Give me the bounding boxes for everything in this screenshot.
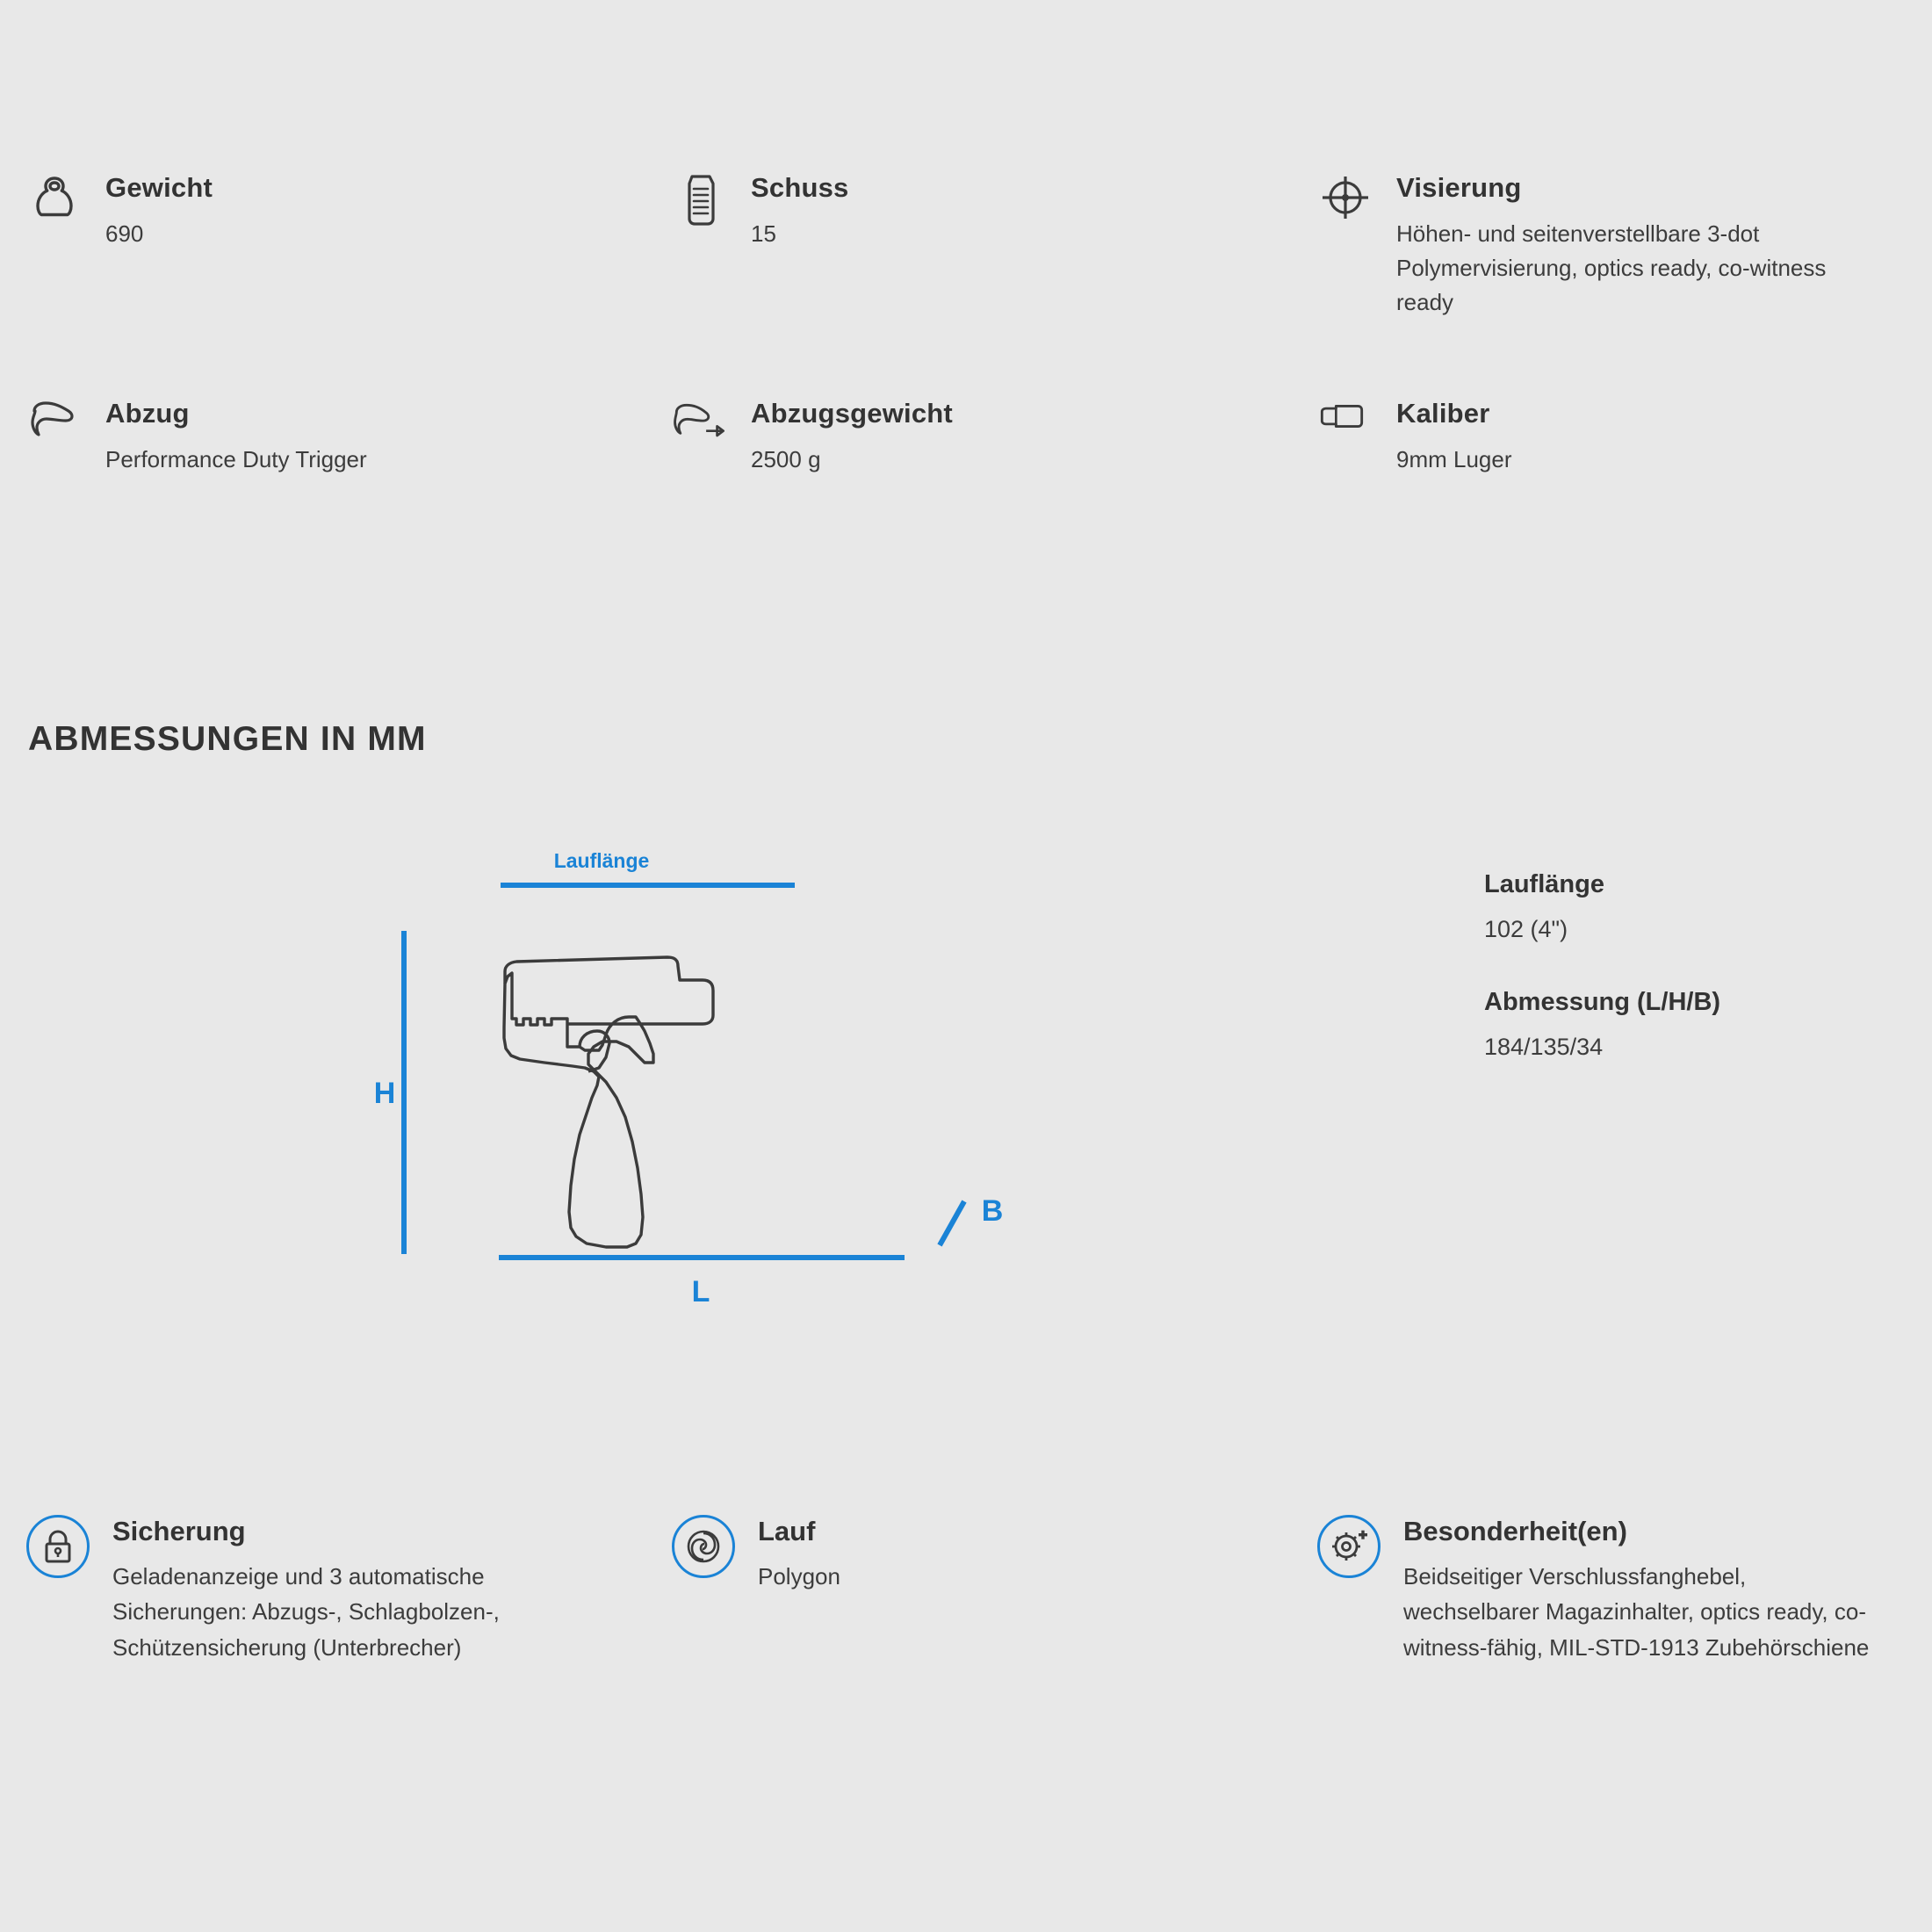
- sight-reticle-icon: [1317, 171, 1373, 231]
- barrel-length-label: Lauflänge: [553, 849, 650, 872]
- spec-value: Performance Duty Trigger: [105, 446, 367, 473]
- dimension-value: 184/135/34: [1484, 1033, 1604, 1060]
- feature-item-sicherung: [26, 1515, 672, 1665]
- spec-text: [751, 397, 953, 477]
- height-label: H: [373, 1077, 396, 1110]
- feature-value: Polygon: [758, 1563, 840, 1590]
- spec-item-abzug: [26, 397, 672, 477]
- spec-item-gewicht: [26, 171, 672, 320]
- cartridge-icon: [1317, 397, 1373, 457]
- spec-text: [751, 171, 848, 251]
- width-line: [940, 1201, 964, 1245]
- page-title: ABMESSUNGEN IN MM: [28, 720, 427, 758]
- spec-text: [1396, 397, 1512, 477]
- feature-row: [26, 1515, 1906, 1665]
- spec-title: Abzug: [105, 398, 190, 429]
- spec-item-kaliber: [1317, 397, 1906, 477]
- feature-text: [112, 1515, 604, 1665]
- barrel-rifling-icon: [672, 1515, 735, 1578]
- spec-title: Gewicht: [105, 172, 213, 203]
- spec-value: Höhen- und seitenverstellbare 3-dot Polymervisierung, optics ready, co-witness ready: [1396, 220, 1827, 316]
- feature-text: [758, 1515, 840, 1594]
- spec-value: 9mm Luger: [1396, 446, 1512, 473]
- dimension-label: Lauflänge: [1484, 870, 1604, 898]
- spec-value: 690: [105, 220, 144, 248]
- dimension-info: [1484, 869, 1879, 1063]
- spec-grid: [26, 171, 1906, 477]
- spec-value: 2500 g: [751, 446, 821, 473]
- trigger-pull-icon: [672, 397, 728, 457]
- feature-title: Lauf: [758, 1516, 816, 1546]
- spec-item-schuss: [672, 171, 1317, 320]
- gear-plus-icon: [1317, 1515, 1381, 1578]
- weight-icon: [26, 171, 83, 231]
- pistol-slide-outline: [505, 957, 713, 1024]
- feature-title: Besonderheit(en): [1403, 1516, 1627, 1546]
- width-label: B: [981, 1194, 1004, 1228]
- spec-text: [105, 397, 367, 477]
- dimension-diagram: [290, 808, 1168, 1352]
- feature-value: Geladenanzeige und 3 automatische Sicherungen: Abzugs-, Schlagbolzen-, Schützensicherung (Unterbrecher): [112, 1563, 500, 1661]
- spec-title: Kaliber: [1396, 398, 1490, 429]
- feature-title: Sicherung: [112, 1516, 246, 1546]
- spec-item-abzugsgewicht: [672, 397, 1317, 477]
- spec-text: [1396, 171, 1871, 320]
- spec-title: Abzugsgewicht: [751, 398, 953, 429]
- spec-value: 15: [751, 220, 776, 248]
- dimension-label: Abmessung (L/H/B): [1484, 987, 1721, 1016]
- spec-title: Visierung: [1396, 172, 1522, 203]
- feature-item-lauf: [672, 1515, 1317, 1665]
- spec-text: [105, 171, 213, 251]
- lock-icon: [26, 1515, 90, 1578]
- trigger-icon: [26, 397, 83, 457]
- spec-title: Schuss: [751, 172, 849, 203]
- feature-text: [1403, 1515, 1879, 1665]
- feature-value: Beidseitiger Verschlussfanghebel, wechselbarer Magazinhalter, optics ready, co-witness-fähig, MIL-STD-1913 Zubehörschiene: [1403, 1563, 1870, 1661]
- magazine-icon: [672, 171, 728, 231]
- spec-item-visierung: [1317, 171, 1906, 320]
- pistol-outline: [504, 973, 653, 1247]
- dimension-value: 102 (4"): [1484, 915, 1568, 942]
- feature-item-besonderheiten: [1317, 1515, 1906, 1665]
- length-label: L: [691, 1275, 710, 1308]
